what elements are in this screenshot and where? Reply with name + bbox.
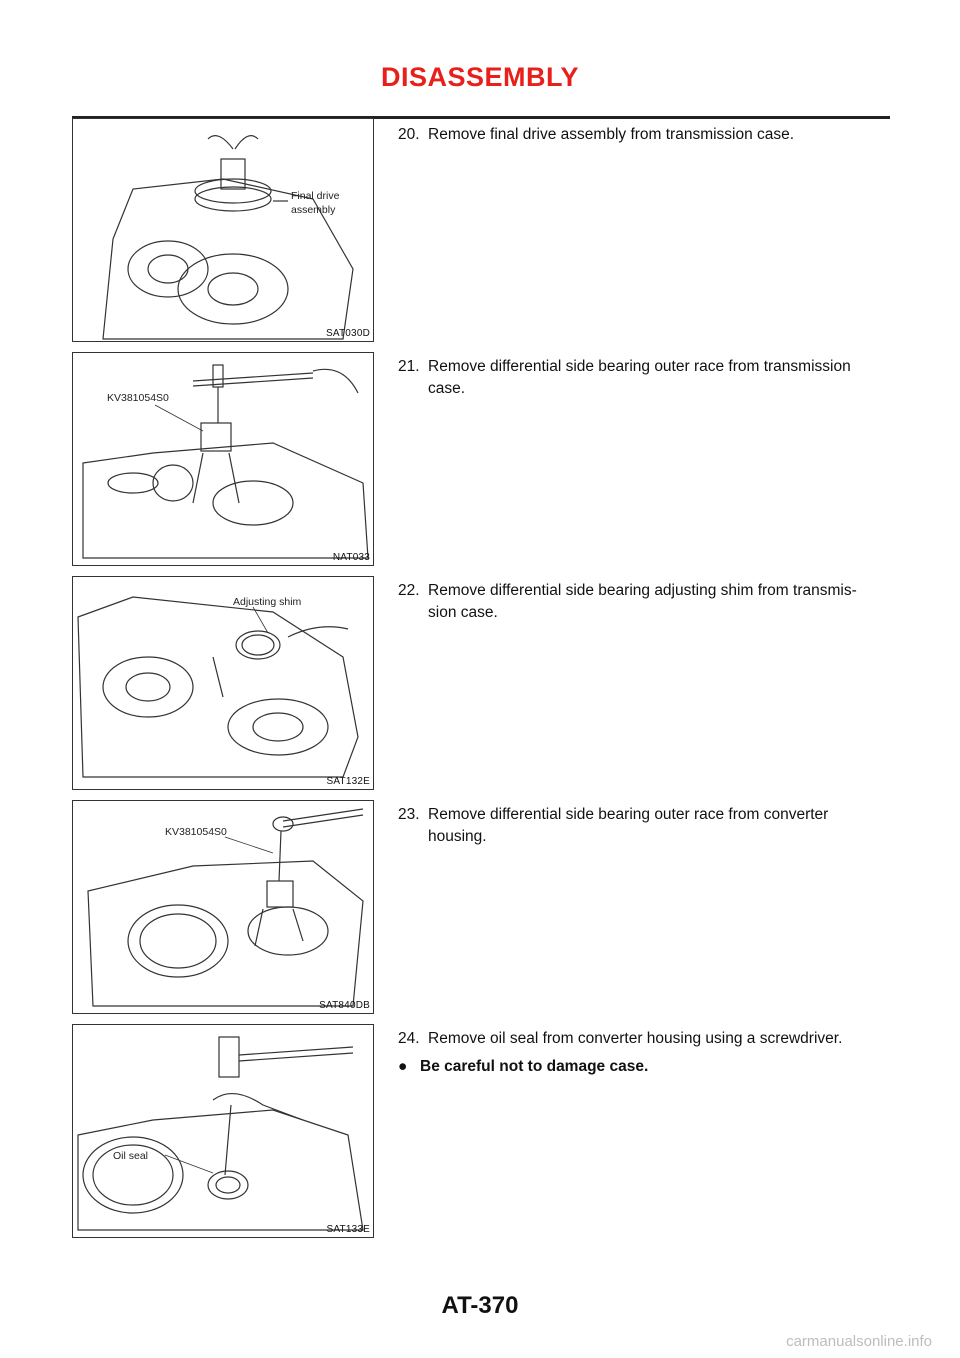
- step-22: [398, 580, 890, 624]
- figure-final-drive: [72, 118, 374, 342]
- final-drive-illustration: [73, 119, 374, 342]
- watermark: carmanualsonline.info: [786, 1333, 932, 1350]
- step-text-continued: housing.: [428, 828, 487, 845]
- figure-outer-race-converter: [72, 800, 374, 1014]
- step-24: [398, 1028, 890, 1050]
- step-number: 20.: [398, 126, 420, 143]
- figure-label: Adjusting shim: [233, 596, 302, 608]
- figure-code: SAT030D: [325, 328, 370, 339]
- figure-code: SAT840DB: [319, 1000, 370, 1011]
- step-text: Remove oil seal from converter housing using a screwdriver.: [428, 1030, 843, 1047]
- step-text: Remove differential side bearing outer race from transmission: [428, 358, 851, 375]
- caution-text: Be careful not to damage case.: [420, 1058, 649, 1075]
- caution-note: [398, 1058, 648, 1076]
- bullet-icon: ●: [398, 1058, 408, 1075]
- step-text: Remove differential side bearing outer race from converter: [428, 806, 829, 823]
- page-header: DISASSEMBLY: [380, 62, 580, 92]
- step-text: Remove differential side bearing adjusting shim from transmis-: [428, 582, 857, 599]
- figure-label: Final drive: [291, 190, 340, 202]
- step-number: 24.: [398, 1030, 420, 1047]
- step-21: [398, 356, 890, 400]
- step-number: 21.: [398, 358, 420, 375]
- converter-puller-illustration: [73, 801, 374, 1014]
- puller-illustration: [73, 353, 374, 566]
- step-number: 23.: [398, 806, 420, 823]
- step-number: 22.: [398, 582, 420, 599]
- figure-outer-race-transmission: [72, 352, 374, 566]
- figure-code: SAT133E: [326, 1224, 370, 1235]
- figure-label: Oil seal: [113, 1150, 149, 1162]
- step-text-continued: sion case.: [428, 604, 498, 621]
- step-text-continued: case.: [428, 380, 466, 397]
- step-20: [398, 124, 890, 146]
- figure-label: KV381054S0: [107, 392, 169, 404]
- shim-illustration: [73, 577, 374, 790]
- figure-adjusting-shim: [72, 576, 374, 790]
- page-number: AT-370: [441, 1292, 519, 1319]
- figure-code: SAT132E: [326, 776, 370, 787]
- figure-oil-seal: [72, 1024, 374, 1238]
- figure-label: KV381054S0: [165, 826, 227, 838]
- oil-seal-illustration: [73, 1025, 374, 1238]
- step-text: Remove final drive assembly from transmission case.: [428, 126, 795, 143]
- step-23: [398, 804, 890, 848]
- figure-code: NAT033: [332, 552, 370, 563]
- figure-label: assembly: [291, 204, 336, 216]
